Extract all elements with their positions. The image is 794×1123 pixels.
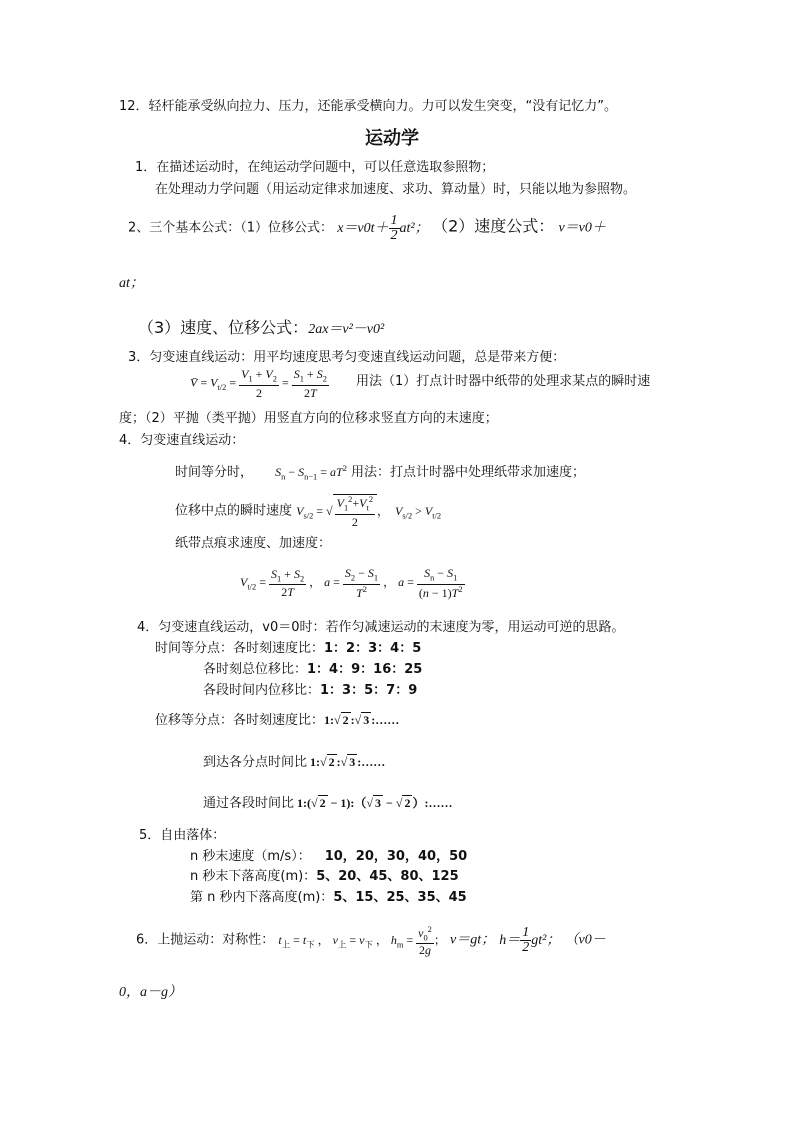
arrive-time-line: 到达各分点时间比 1:√ 2 :√ 3 :…… [203, 755, 386, 770]
through-time-line: 通过各段时间比 1:(√ 2 − 1):（√ 3 − √ 2 ）:…… [203, 796, 453, 811]
symmetry-formulas: $t_上 = t_下$ ， $v_上 = v_下$ ， $h_m$ = $\frac{v_0^2}{2g}$ ； [278, 925, 446, 957]
half-fraction: $\frac{1}{2}$ [390, 213, 398, 243]
successive-difference-formula: $S_n - S_{n-1} = aT^2$ [275, 464, 347, 482]
item-2-line3: （3）速度、位移公式：2ax＝v²－v0² [138, 318, 385, 337]
disp-points-line: 位移等分点：各时刻速度比：1:√ 2 :√ 3 :…… [155, 713, 400, 728]
disp-total-line: 各时刻总位移比：1：4：9：16：25 [203, 662, 423, 677]
item-3-line3: 度；（2）平抛（类平抛）用竖直方向的位移求竖直方向的末速度； [119, 411, 498, 426]
average-velocity-formula: V̄ = $V_{t/2}$ = $\frac{V_1 + V_2}{2}$ = $\frac{S_1 + S_2}{2T}$ [190, 367, 327, 400]
item-4b-heading: 4．匀变速直线运动，v0＝0时：若作匀减速运动的末速度为零，用运动可逆的思路。 [137, 620, 625, 635]
item-2-line1 [128, 214, 606, 243]
item-6-line1: 6．上抛运动：对称性： $t_上 = t_下$ ， $v_上 = v_下$ ， $h_m$ = $\frac{v_0^2}{2g}$ ； v＝gt； h＝ $\frac{1}{2}$ gt²； （v0－ [136, 925, 606, 957]
upward-velocity-formula: v＝gt； [450, 932, 496, 948]
item-3-usage: 用法（1）打点计时器中纸带的处理求某点的瞬时速 [356, 374, 651, 389]
item-3-line1: 3．匀变速直线运动：用平均速度思考匀变速直线运动问题，总是带来方便： [128, 350, 566, 365]
equal-time-line: 时间等分时， $S_n - S_{n-1} = aT^2$ 用法：打点计时器中处理纸带求加速度； [175, 464, 586, 482]
item-1-line1: 1．在描述运动时，在纯运动学问题中，可以任意选取参照物； [135, 160, 495, 175]
item-5-heading: 5．自由落体： [139, 828, 226, 843]
item-1-line2: 在处理动力学问题（用运动定律求加速度、求功、算动量）时，只能以地为参照物。 [155, 182, 637, 197]
upward-condition-part2: 0，a－g） [119, 985, 182, 1000]
disp-segment-line: 各段时间内位移比：1：3：5：7：9 [203, 683, 418, 698]
upward-height-formula: h＝ $\frac{1}{2}$ gt²； [499, 925, 561, 955]
time-points-line: 时间等分点：各时刻速度比：1：2：3：4：5 [155, 641, 422, 656]
upward-condition-part1: （v0－ [564, 932, 606, 948]
item-4a-heading: 4．匀变速直线运动： [119, 433, 245, 448]
item-2-part2: （2）速度公式： [432, 216, 555, 236]
free-fall-row-3: 第 n 秒内下落高度(m)：5、15、25、35、45 [190, 890, 467, 905]
velocity-formula-wrap: at； [119, 276, 144, 291]
tape-formulas: $V_{t/2}$ = $\frac{S_1 + S_2}{2T}$ ， a = $\frac{S_2 - S_1}{T^2}$ ， a = $\frac{S_n - S_1}{(n - 1)T^2}$ [240, 566, 463, 600]
tape-line: 纸带点痕求速度、加速度： [175, 536, 332, 551]
item-2-prefix: 2、三个基本公式：（1）位移公式： [128, 220, 334, 236]
mid-displacement-line: 位移中点的瞬时速度 $V_{s/2}$ = √ $\frac{V_1^2+V_t^2}{2}$ ， $V_{s/2} > V_{t/2}$ [175, 495, 442, 529]
velocity-displacement-formula: 2ax＝v²－v0² [308, 322, 385, 337]
section-title: 运动学 [365, 128, 419, 149]
velocity-formula: v＝v0＋ [558, 220, 606, 236]
item-12: 12．轻杆能承受纵向拉力、压力，还能承受横向力。力可以发生突变，“没有记忆力”。 [119, 99, 618, 114]
free-fall-row-2: n 秒末下落高度(m)：5、20、45、80、125 [190, 869, 459, 884]
displacement-formula: x＝v0t＋ $\frac{1}{2}$ at²； [337, 213, 429, 243]
free-fall-row-1: n 秒末速度（m/s）： 10，20，30，40，50 [190, 849, 468, 864]
mid-displacement-formula: $V_{s/2}$ = √ $\frac{V_1^2+V_t^2}{2}$ ， $V_{s/2} > V_{t/2}$ [296, 495, 442, 529]
